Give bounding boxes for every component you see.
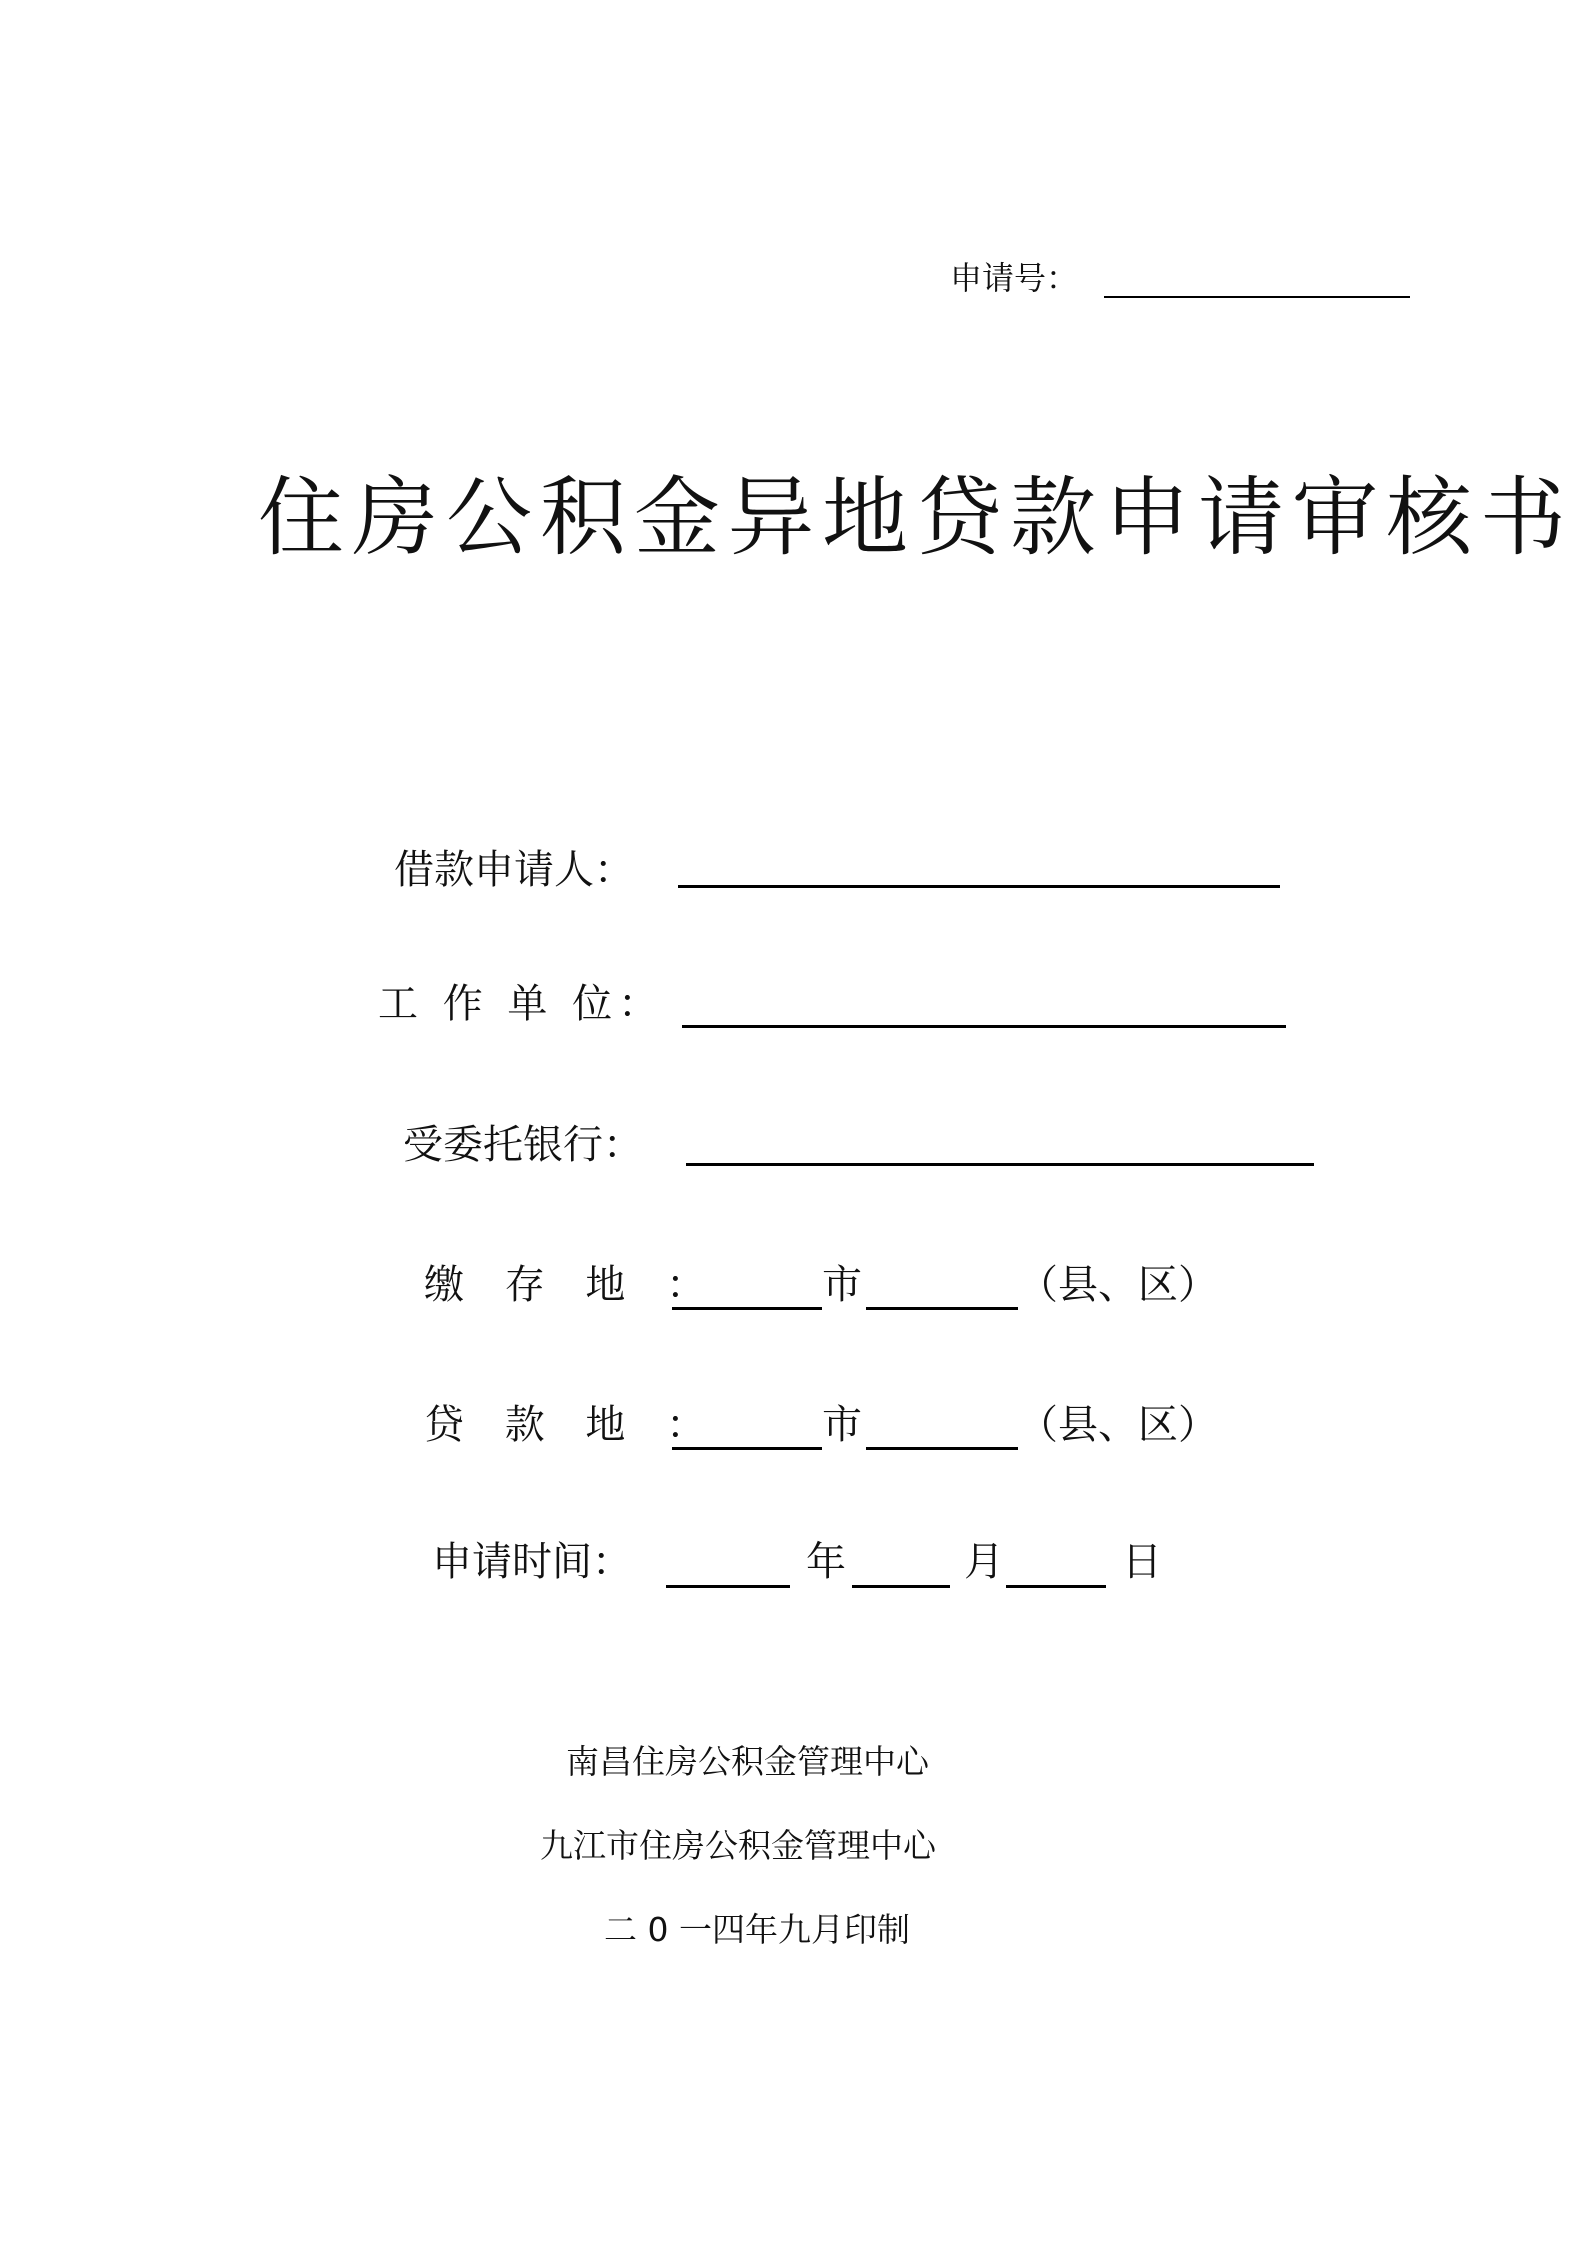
loan-city-text: 市: [822, 1402, 862, 1448]
deposit-city-text: 市: [822, 1262, 862, 1308]
issuer-nanchang: 南昌住房公积金管理中心: [566, 1742, 929, 1781]
month-field[interactable]: [852, 1585, 950, 1588]
deposit-city-field[interactable]: [672, 1307, 822, 1310]
day-field[interactable]: [1006, 1585, 1106, 1588]
application-time-label: 申请时间：: [432, 1539, 632, 1585]
work-unit-label: 工 作 单 位：: [378, 981, 665, 1027]
day-text: 日: [1122, 1539, 1162, 1585]
print-date: 二 0 一四年九月印制: [604, 1910, 910, 1949]
borrower-field[interactable]: [678, 885, 1280, 888]
application-number-field[interactable]: [1104, 296, 1410, 298]
deposit-place-label: 缴 存 地 ：: [424, 1262, 721, 1308]
document-title: 住房公积金异地贷款申请审核书: [258, 468, 1574, 568]
year-text: 年: [806, 1539, 846, 1585]
entrusted-bank-field[interactable]: [686, 1163, 1314, 1166]
loan-county-text: （县、区）: [1018, 1402, 1218, 1448]
loan-county-field[interactable]: [866, 1447, 1018, 1450]
issuer-jiujiang: 九江市住房公积金管理中心: [540, 1826, 936, 1865]
year-field[interactable]: [666, 1585, 790, 1588]
application-number-label: 申请号：: [950, 259, 1079, 297]
deposit-county-field[interactable]: [866, 1307, 1018, 1310]
month-text: 月: [964, 1539, 1004, 1585]
work-unit-field[interactable]: [682, 1025, 1286, 1028]
deposit-county-text: （县、区）: [1018, 1262, 1218, 1308]
borrower-label: 借款申请人：: [394, 847, 634, 893]
entrusted-bank-label: 受委托银行：: [403, 1122, 643, 1168]
loan-city-field[interactable]: [672, 1447, 822, 1450]
loan-place-label: 贷 款 地 ：: [424, 1402, 721, 1448]
